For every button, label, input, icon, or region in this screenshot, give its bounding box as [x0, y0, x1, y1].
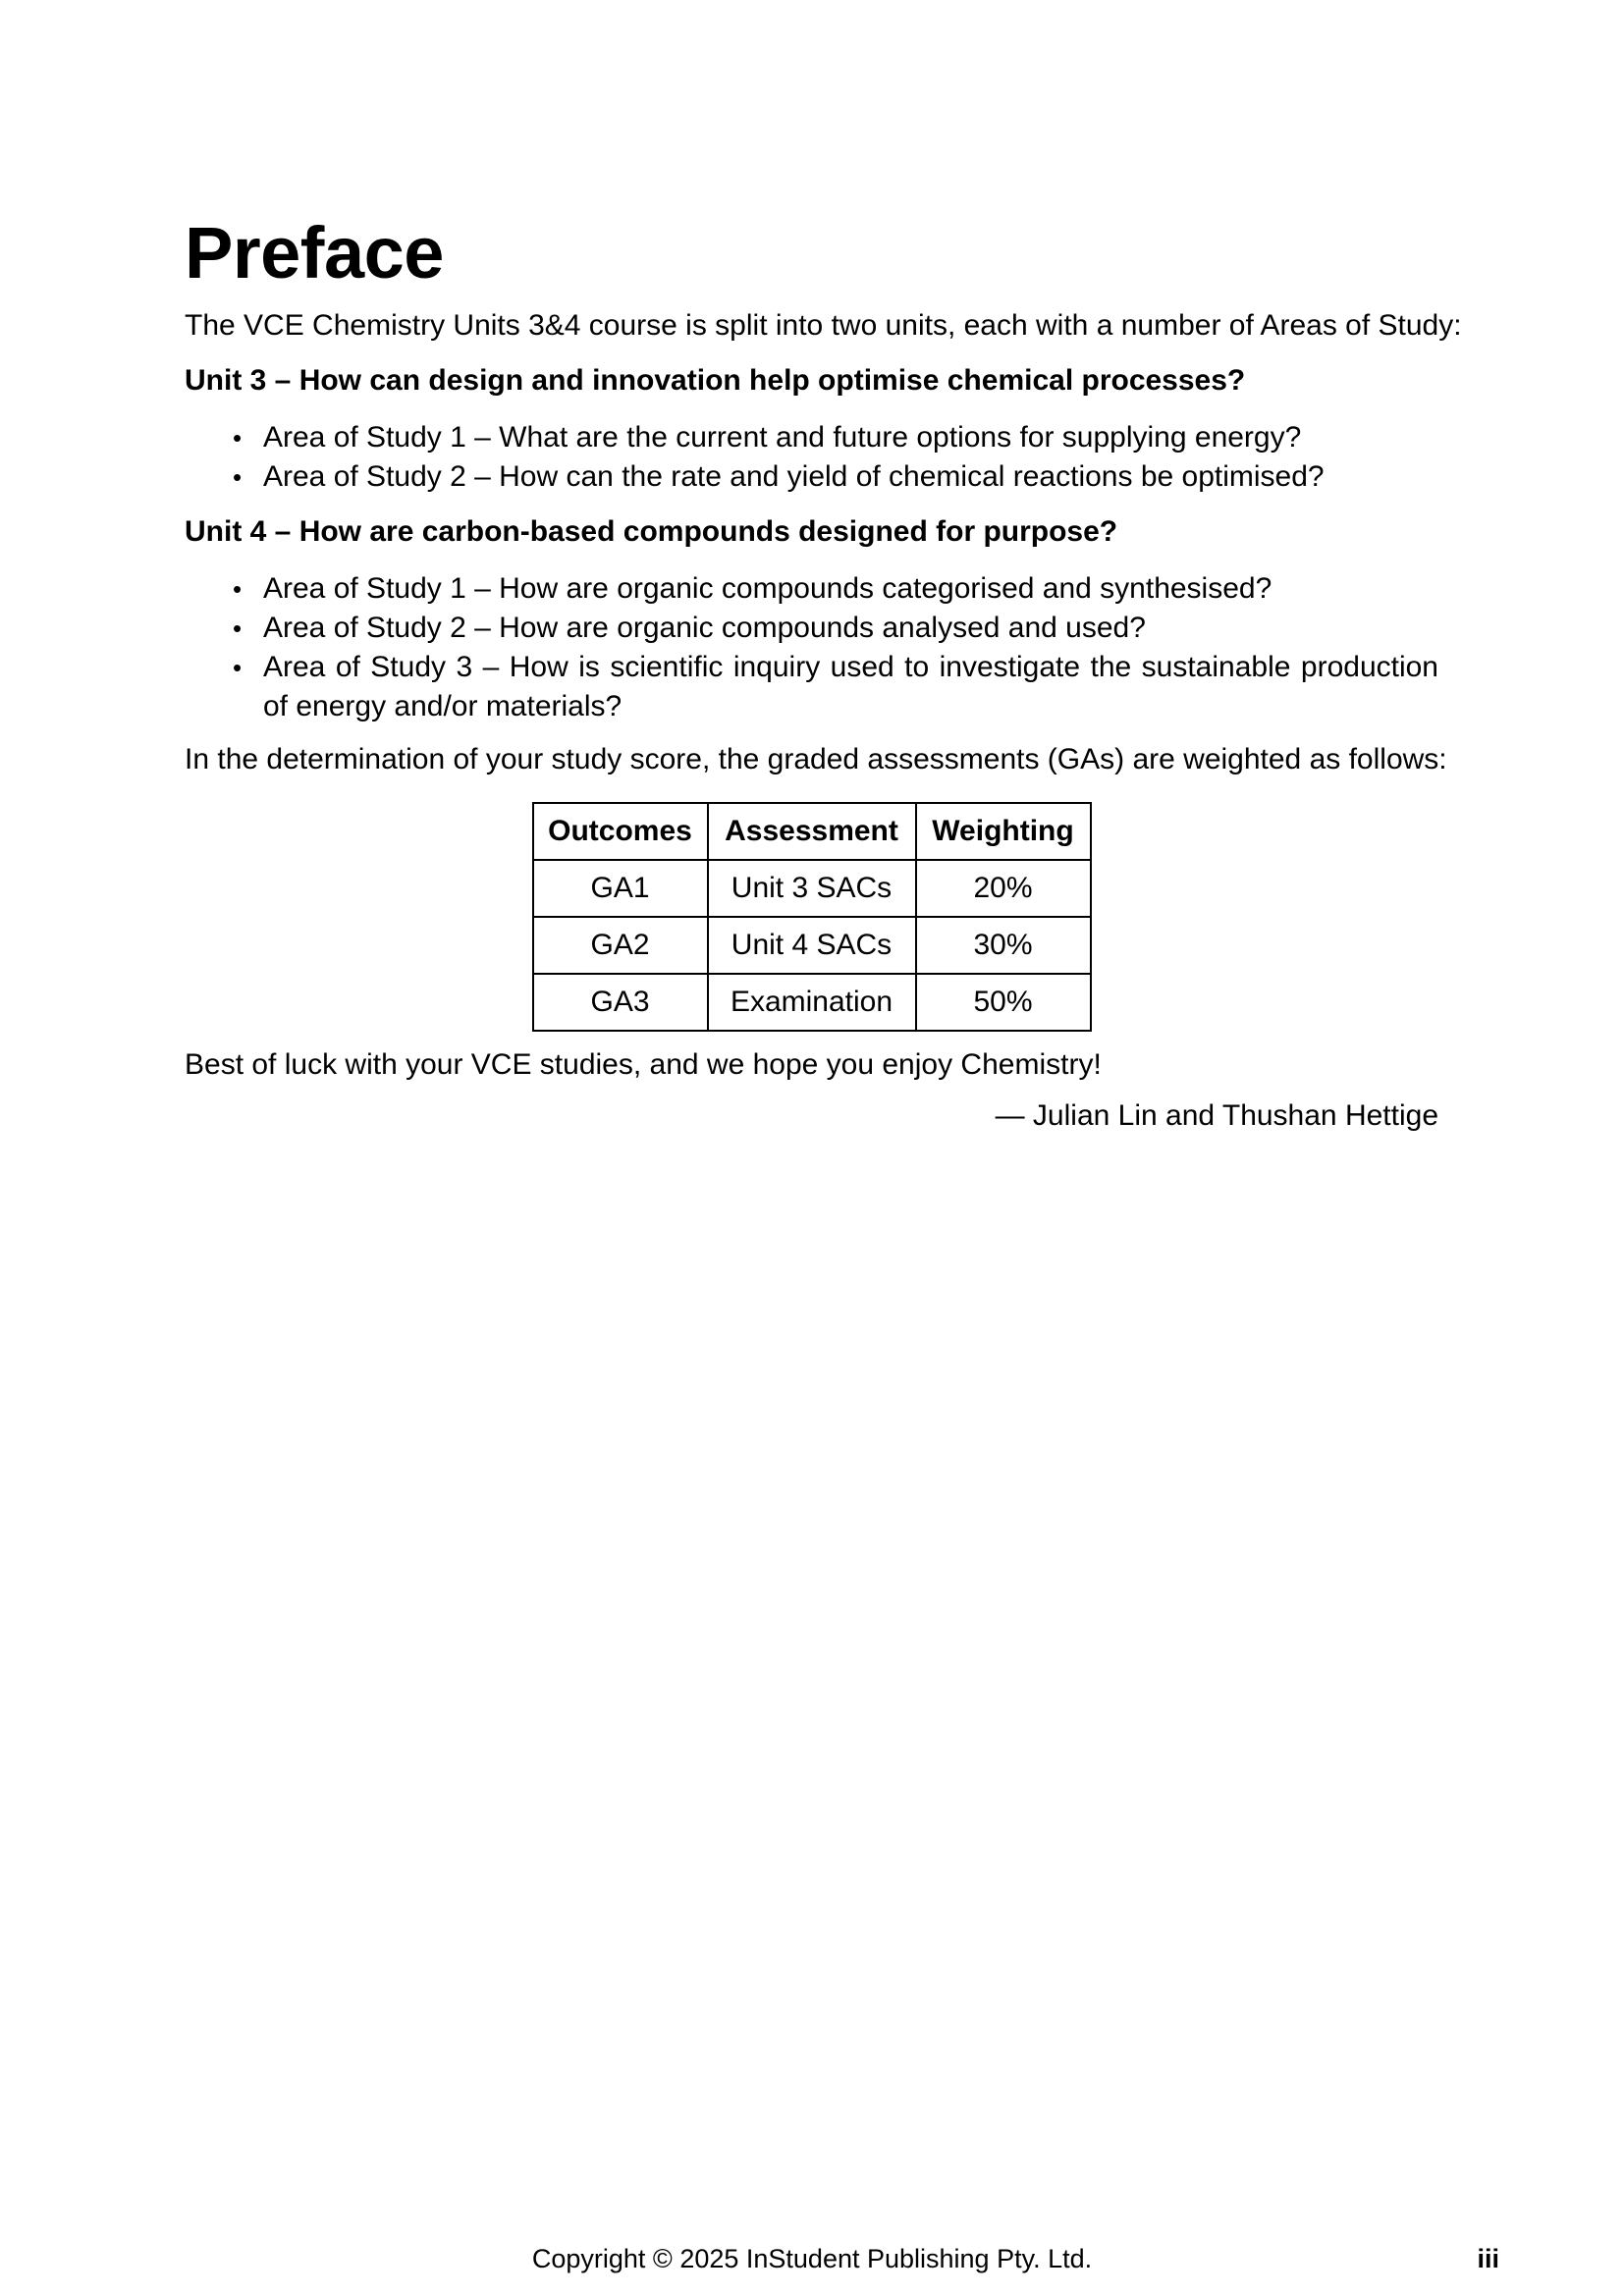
table-cell-outcome: GA1	[533, 860, 708, 917]
bullet-icon: •	[233, 574, 243, 604]
author-signature: — Julian Lin and Thushan Hettige	[995, 1099, 1438, 1132]
list-item-text: Area of Study 2 – How can the rate and yield of chemical reactions be optimised?	[263, 460, 1325, 493]
table-cell-outcome: GA3	[533, 974, 708, 1031]
closing-paragraph: Best of luck with your VCE studies, and we hope you enjoy Chemistry!	[185, 1048, 1102, 1081]
list-item	[185, 418, 1438, 457]
bullet-icon: •	[233, 614, 243, 643]
list-item-text: Area of Study 1 – What are the current and future options for supplying energy?	[263, 421, 1302, 454]
table-cell-assessment: Examination	[708, 974, 916, 1031]
list-item	[185, 609, 1438, 648]
ga-weighting-table	[532, 802, 1092, 1032]
unit-4-heading: Unit 4 – How are carbon-based compounds designed for purpose?	[185, 515, 1118, 548]
list-item	[185, 569, 1438, 609]
bullet-icon: •	[233, 462, 243, 492]
unit-4-aos-list	[185, 569, 1438, 726]
table-cell-weighting: 30%	[916, 917, 1091, 974]
page-number: iii	[1477, 2244, 1499, 2273]
copyright-text: Copyright © 2025 InStudent Publishing Pty. Ltd.	[531, 2244, 1093, 2273]
list-item	[185, 457, 1438, 497]
bullet-icon: •	[233, 653, 243, 682]
page-footer	[0, 2242, 1624, 2281]
table-header-weighting: Weighting	[916, 803, 1091, 860]
unit-3-heading: Unit 3 – How can design and innovation help optimise chemical processes?	[185, 364, 1246, 397]
table-row	[533, 860, 1091, 917]
list-item	[185, 648, 1438, 726]
table-cell-assessment: Unit 3 SACs	[708, 860, 916, 917]
list-item-text: Area of Study 3 – How is scientific inquiry used to investigate the sustainable production of energy and/or materials?	[263, 651, 1438, 722]
table-cell-weighting: 50%	[916, 974, 1091, 1031]
table-header-outcomes: Outcomes	[533, 803, 708, 860]
table-cell-weighting: 20%	[916, 860, 1091, 917]
table-cell-outcome: GA2	[533, 917, 708, 974]
page-title: Preface	[185, 212, 444, 294]
bullet-icon: •	[233, 423, 243, 453]
table-row	[533, 974, 1091, 1031]
unit-3-aos-list	[185, 418, 1438, 497]
list-item-text: Area of Study 2 – How are organic compounds analysed and used?	[263, 612, 1146, 644]
page-content	[185, 0, 1462, 1136]
table-header-row	[533, 803, 1091, 860]
table-row	[533, 917, 1091, 974]
table-header-assessment: Assessment	[708, 803, 916, 860]
list-item-text: Area of Study 1 – How are organic compounds categorised and synthesised?	[263, 572, 1272, 605]
intro-paragraph: The VCE Chemistry Units 3&4 course is split into two units, each with a number of Areas of Study:	[185, 309, 1462, 342]
table-cell-assessment: Unit 4 SACs	[708, 917, 916, 974]
weighting-intro-paragraph: In the determination of your study score, the graded assessments (GAs) are weighted as follows:	[185, 743, 1447, 775]
